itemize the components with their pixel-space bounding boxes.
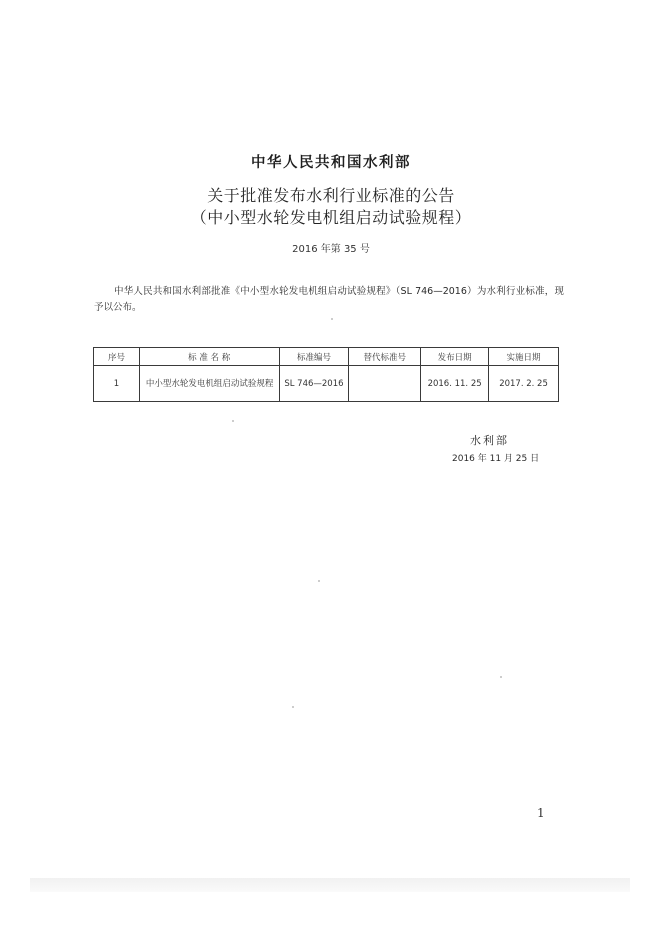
header-code: 标准编号 — [279, 348, 349, 366]
row-effective-date: 2017. 2. 25 — [489, 366, 559, 402]
header-index: 序号 — [94, 348, 140, 366]
page-edge-shadow — [30, 878, 630, 892]
row-standard-name: 中小型水轮发电机组启动试验规程 — [139, 366, 279, 402]
row-index: 1 — [94, 366, 140, 402]
table-header-row — [94, 348, 559, 366]
row-replaced-code — [349, 366, 421, 402]
page-number: 1 — [537, 806, 545, 820]
scan-speck — [292, 706, 294, 708]
scan-speck — [500, 676, 502, 678]
header-effective-date: 实施日期 — [489, 348, 559, 366]
ministry-heading: 中华人民共和国水利部 — [251, 155, 411, 171]
document-number: 2016 年第 35 号 — [292, 244, 370, 255]
signature-organization: 水利部 — [470, 434, 509, 447]
header-replaced: 替代标准号 — [349, 348, 421, 366]
standards-table — [93, 347, 559, 402]
announcement-body: 中华人民共和国水利部批准《中小型水轮发电机组启动试验规程》（SL 746—2016）为水利行业标准，现予以公布。 — [94, 286, 564, 313]
row-publish-date: 2016. 11. 25 — [421, 366, 489, 402]
row-standard-code: SL 746—2016 — [279, 366, 349, 402]
signature-date: 2016 年 11 月 25 日 — [452, 454, 540, 464]
table-row — [94, 366, 559, 402]
header-publish-date: 发布日期 — [421, 348, 489, 366]
scan-speck — [331, 318, 333, 320]
scan-speck — [318, 580, 320, 582]
header-name: 标 准 名 称 — [139, 348, 279, 366]
scan-speck — [232, 420, 234, 422]
announcement-subtitle: （中小型水轮发电机组启动试验规程） — [190, 208, 472, 227]
announcement-title: 关于批准发布水利行业标准的公告 — [207, 186, 455, 205]
